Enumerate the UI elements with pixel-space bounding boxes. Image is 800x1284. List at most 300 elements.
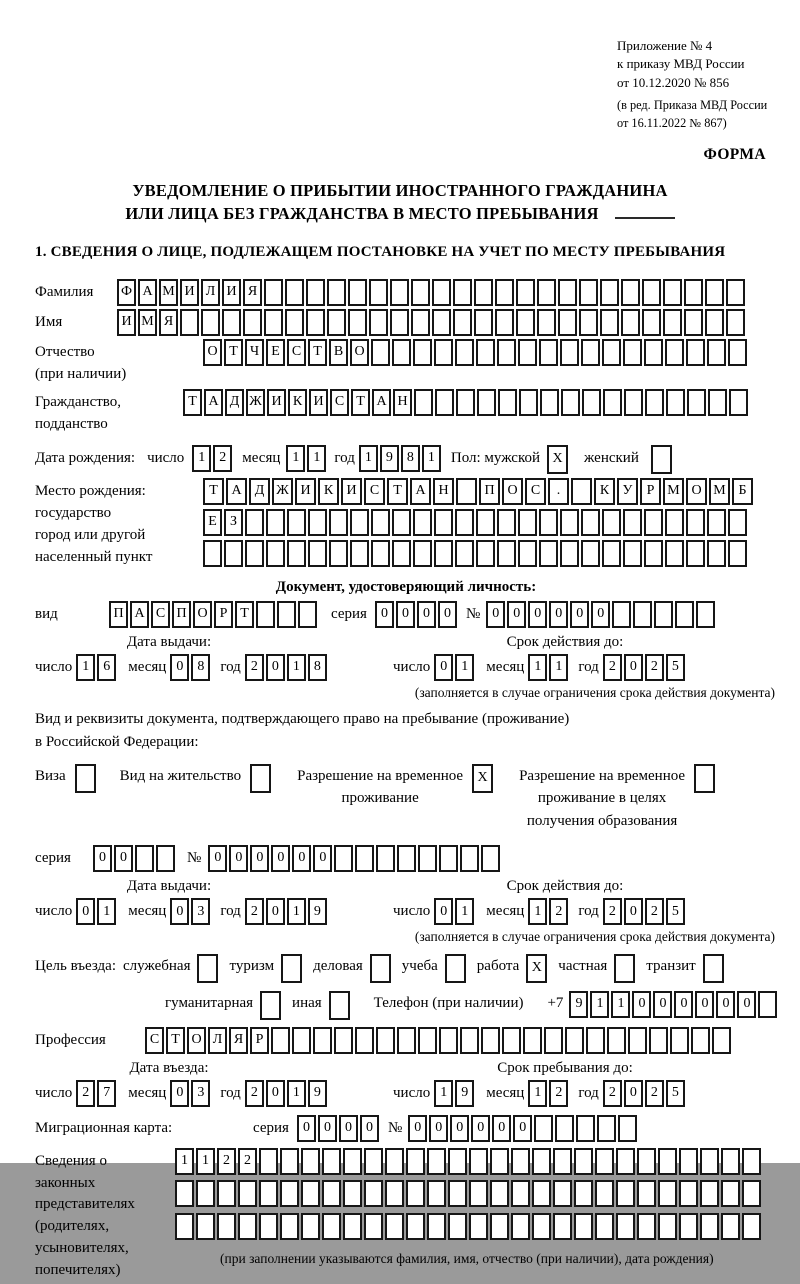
- birth-place-cell[interactable]: [434, 540, 453, 567]
- guardian-cell[interactable]: [637, 1148, 656, 1175]
- doc-kind-cell[interactable]: С: [151, 601, 170, 628]
- birth-place-cell[interactable]: [686, 540, 705, 567]
- surname-cell[interactable]: Ф: [117, 279, 136, 306]
- birth-month-cell[interactable]: 1: [286, 445, 305, 472]
- doc-number-cell[interactable]: [675, 601, 694, 628]
- birth-place-cell[interactable]: [371, 540, 390, 567]
- birth-place-cell[interactable]: М: [663, 478, 684, 505]
- given-name-cell[interactable]: [222, 309, 241, 336]
- birth-place-cell[interactable]: [266, 509, 285, 536]
- surname-cell[interactable]: [726, 279, 745, 306]
- guardian-cell[interactable]: [301, 1148, 320, 1175]
- stay-until-month-cell[interactable]: 2: [549, 1080, 568, 1107]
- guardian-cell[interactable]: [511, 1213, 530, 1240]
- doc-valid-year-cell[interactable]: 5: [666, 654, 685, 681]
- purpose-tourism-checkbox[interactable]: [281, 954, 302, 983]
- given-name-cell[interactable]: [537, 309, 556, 336]
- birth-place-cell[interactable]: П: [479, 478, 500, 505]
- guardian-cell[interactable]: [448, 1180, 467, 1207]
- doc-kind-cell[interactable]: [277, 601, 296, 628]
- profession-cell[interactable]: С: [145, 1027, 164, 1054]
- profession-cell[interactable]: Я: [229, 1027, 248, 1054]
- guardian-cell[interactable]: [700, 1180, 719, 1207]
- given-name-cell[interactable]: [327, 309, 346, 336]
- stay-issue-year-cell[interactable]: 9: [308, 898, 327, 925]
- citizenship-cell[interactable]: К: [288, 389, 307, 416]
- guardian-cell[interactable]: [490, 1180, 509, 1207]
- surname-cell[interactable]: [348, 279, 367, 306]
- citizenship-cell[interactable]: И: [267, 389, 286, 416]
- guardian-cell[interactable]: [427, 1180, 446, 1207]
- surname-cell[interactable]: [432, 279, 451, 306]
- guardian-cell[interactable]: [448, 1213, 467, 1240]
- stay-number-cell[interactable]: 0: [313, 845, 332, 872]
- doc-valid-year-cell[interactable]: 0: [624, 654, 643, 681]
- birth-place-cell[interactable]: [560, 509, 579, 536]
- purpose-official-checkbox[interactable]: [197, 954, 218, 983]
- birth-place-cell[interactable]: [245, 540, 264, 567]
- purpose-humanitarian-checkbox[interactable]: [260, 991, 281, 1020]
- migration-number-cell[interactable]: [618, 1115, 637, 1142]
- birth-place-cell[interactable]: [497, 509, 516, 536]
- surname-cell[interactable]: [411, 279, 430, 306]
- patronymic-cell[interactable]: Т: [224, 339, 243, 366]
- given-name-cell[interactable]: И: [117, 309, 136, 336]
- birth-place-cell[interactable]: [350, 540, 369, 567]
- guardian-cell[interactable]: [280, 1148, 299, 1175]
- guardian-cell[interactable]: [595, 1148, 614, 1175]
- stay-valid-year-cell[interactable]: 2: [645, 898, 664, 925]
- guardian-cell[interactable]: [385, 1213, 404, 1240]
- guardian-cell[interactable]: 2: [238, 1148, 257, 1175]
- entry-day-cell[interactable]: 2: [76, 1080, 95, 1107]
- birth-place-cell[interactable]: Ж: [272, 478, 293, 505]
- guardian-cell[interactable]: [427, 1148, 446, 1175]
- patronymic-cell[interactable]: О: [350, 339, 369, 366]
- guardian-cell[interactable]: [175, 1180, 194, 1207]
- guardian-cell[interactable]: [490, 1213, 509, 1240]
- patronymic-cell[interactable]: [413, 339, 432, 366]
- guardian-cell[interactable]: [343, 1180, 362, 1207]
- birth-day-cell[interactable]: 2: [213, 445, 232, 472]
- migration-number-cell[interactable]: [555, 1115, 574, 1142]
- given-name-cell[interactable]: [264, 309, 283, 336]
- entry-year-cell[interactable]: 2: [245, 1080, 264, 1107]
- doc-issue-year-cell[interactable]: 8: [308, 654, 327, 681]
- citizenship-cell[interactable]: Н: [393, 389, 412, 416]
- given-name-cell[interactable]: [600, 309, 619, 336]
- phone-digit-cell[interactable]: 0: [695, 991, 714, 1018]
- profession-cell[interactable]: [586, 1027, 605, 1054]
- doc-issue-day-cell[interactable]: 1: [76, 654, 95, 681]
- birth-year-cell[interactable]: 1: [359, 445, 378, 472]
- purpose-transit-checkbox[interactable]: [703, 954, 724, 983]
- given-name-cell[interactable]: Я: [159, 309, 178, 336]
- citizenship-cell[interactable]: [561, 389, 580, 416]
- male-checkbox[interactable]: X: [547, 445, 568, 474]
- stay-until-year-cell[interactable]: 0: [624, 1080, 643, 1107]
- migration-series-cell[interactable]: 0: [297, 1115, 316, 1142]
- given-name-cell[interactable]: [663, 309, 682, 336]
- profession-cell[interactable]: [271, 1027, 290, 1054]
- profession-cell[interactable]: [355, 1027, 374, 1054]
- guardian-cell[interactable]: [343, 1213, 362, 1240]
- doc-number-cell[interactable]: 0: [507, 601, 526, 628]
- profession-cell[interactable]: [523, 1027, 542, 1054]
- guardian-cell[interactable]: [259, 1148, 278, 1175]
- guardian-cell[interactable]: 1: [196, 1148, 215, 1175]
- guardian-cell[interactable]: [238, 1213, 257, 1240]
- birth-place-cell[interactable]: [665, 509, 684, 536]
- doc-valid-day-cell[interactable]: 0: [434, 654, 453, 681]
- citizenship-cell[interactable]: [645, 389, 664, 416]
- guardian-cell[interactable]: [406, 1180, 425, 1207]
- stay-until-year-cell[interactable]: 5: [666, 1080, 685, 1107]
- given-name-cell[interactable]: [705, 309, 724, 336]
- guardian-cell[interactable]: [553, 1148, 572, 1175]
- guardian-cell[interactable]: [238, 1180, 257, 1207]
- birth-place-cell[interactable]: [308, 509, 327, 536]
- birth-place-cell[interactable]: Т: [203, 478, 224, 505]
- phone-digit-cell[interactable]: 0: [716, 991, 735, 1018]
- profession-cell[interactable]: [565, 1027, 584, 1054]
- given-name-cell[interactable]: [411, 309, 430, 336]
- stay-issue-year-cell[interactable]: 2: [245, 898, 264, 925]
- surname-cell[interactable]: [558, 279, 577, 306]
- birth-place-cell[interactable]: [476, 540, 495, 567]
- surname-cell[interactable]: [390, 279, 409, 306]
- doc-kind-cell[interactable]: Р: [214, 601, 233, 628]
- profession-cell[interactable]: [649, 1027, 668, 1054]
- citizenship-cell[interactable]: [582, 389, 601, 416]
- migration-number-cell[interactable]: 0: [513, 1115, 532, 1142]
- citizenship-cell[interactable]: [603, 389, 622, 416]
- doc-number-cell[interactable]: [654, 601, 673, 628]
- given-name-cell[interactable]: [558, 309, 577, 336]
- surname-cell[interactable]: [369, 279, 388, 306]
- doc-valid-day-cell[interactable]: 1: [455, 654, 474, 681]
- profession-cell[interactable]: [397, 1027, 416, 1054]
- surname-cell[interactable]: А: [138, 279, 157, 306]
- guardian-cell[interactable]: [217, 1180, 236, 1207]
- surname-cell[interactable]: [621, 279, 640, 306]
- birth-place-cell[interactable]: [728, 540, 747, 567]
- citizenship-cell[interactable]: И: [309, 389, 328, 416]
- birth-place-cell[interactable]: [560, 540, 579, 567]
- citizenship-cell[interactable]: Т: [183, 389, 202, 416]
- birth-place-cell[interactable]: У: [617, 478, 638, 505]
- guardian-cell[interactable]: [658, 1213, 677, 1240]
- patronymic-cell[interactable]: [665, 339, 684, 366]
- given-name-cell[interactable]: [621, 309, 640, 336]
- guardian-cell[interactable]: [553, 1213, 572, 1240]
- patronymic-cell[interactable]: Ч: [245, 339, 264, 366]
- given-name-cell[interactable]: [390, 309, 409, 336]
- migration-number-cell[interactable]: 0: [429, 1115, 448, 1142]
- birth-place-cell[interactable]: [686, 509, 705, 536]
- stay-valid-day-cell[interactable]: 1: [455, 898, 474, 925]
- birth-year-cell[interactable]: 1: [422, 445, 441, 472]
- migration-series-cell[interactable]: 0: [318, 1115, 337, 1142]
- birth-place-cell[interactable]: [329, 509, 348, 536]
- given-name-cell[interactable]: [495, 309, 514, 336]
- surname-cell[interactable]: [684, 279, 703, 306]
- patronymic-cell[interactable]: [602, 339, 621, 366]
- guardian-cell[interactable]: [511, 1148, 530, 1175]
- guardian-cell[interactable]: [448, 1148, 467, 1175]
- citizenship-cell[interactable]: [477, 389, 496, 416]
- citizenship-cell[interactable]: [414, 389, 433, 416]
- purpose-study-checkbox[interactable]: [445, 954, 466, 983]
- guardian-cell[interactable]: [700, 1148, 719, 1175]
- birth-place-cell[interactable]: .: [548, 478, 569, 505]
- birth-place-cell[interactable]: [644, 509, 663, 536]
- surname-cell[interactable]: Я: [243, 279, 262, 306]
- phone-digit-cell[interactable]: 9: [569, 991, 588, 1018]
- guardian-cell[interactable]: 1: [175, 1148, 194, 1175]
- birth-place-cell[interactable]: К: [594, 478, 615, 505]
- given-name-cell[interactable]: [285, 309, 304, 336]
- purpose-business-checkbox[interactable]: [370, 954, 391, 983]
- guardian-cell[interactable]: [490, 1148, 509, 1175]
- birth-place-cell[interactable]: Д: [249, 478, 270, 505]
- surname-cell[interactable]: И: [180, 279, 199, 306]
- birth-place-cell[interactable]: [266, 540, 285, 567]
- birth-place-cell[interactable]: [413, 540, 432, 567]
- doc-number-cell[interactable]: [696, 601, 715, 628]
- birth-place-cell[interactable]: [665, 540, 684, 567]
- birth-place-cell[interactable]: [413, 509, 432, 536]
- stay-until-day-cell[interactable]: 9: [455, 1080, 474, 1107]
- patronymic-cell[interactable]: [371, 339, 390, 366]
- doc-issue-year-cell[interactable]: 2: [245, 654, 264, 681]
- surname-cell[interactable]: М: [159, 279, 178, 306]
- guardian-cell[interactable]: [322, 1213, 341, 1240]
- guardian-cell[interactable]: [469, 1213, 488, 1240]
- stay-number-cell[interactable]: 0: [250, 845, 269, 872]
- doc-valid-year-cell[interactable]: 2: [645, 654, 664, 681]
- birth-place-cell[interactable]: А: [410, 478, 431, 505]
- stay-until-year-cell[interactable]: 2: [645, 1080, 664, 1107]
- birth-day-cell[interactable]: 1: [192, 445, 211, 472]
- birth-place-cell[interactable]: [539, 540, 558, 567]
- patronymic-cell[interactable]: С: [287, 339, 306, 366]
- profession-cell[interactable]: Л: [208, 1027, 227, 1054]
- stay-valid-month-cell[interactable]: 2: [549, 898, 568, 925]
- guardian-cell[interactable]: [721, 1213, 740, 1240]
- birth-place-cell[interactable]: О: [686, 478, 707, 505]
- guardian-cell[interactable]: [259, 1213, 278, 1240]
- citizenship-cell[interactable]: Ж: [246, 389, 265, 416]
- birth-place-cell[interactable]: [434, 509, 453, 536]
- patronymic-cell[interactable]: [686, 339, 705, 366]
- phone-digit-cell[interactable]: 0: [653, 991, 672, 1018]
- visa-checkbox[interactable]: [75, 764, 96, 793]
- profession-cell[interactable]: [502, 1027, 521, 1054]
- doc-series-cell[interactable]: 0: [396, 601, 415, 628]
- profession-cell[interactable]: [334, 1027, 353, 1054]
- purpose-work-checkbox[interactable]: X: [526, 954, 547, 983]
- profession-cell[interactable]: [460, 1027, 479, 1054]
- guardian-cell[interactable]: [469, 1148, 488, 1175]
- profession-cell[interactable]: О: [187, 1027, 206, 1054]
- citizenship-cell[interactable]: [519, 389, 538, 416]
- profession-cell[interactable]: [607, 1027, 626, 1054]
- doc-kind-cell[interactable]: П: [109, 601, 128, 628]
- surname-cell[interactable]: [264, 279, 283, 306]
- guardian-cell[interactable]: [406, 1213, 425, 1240]
- guardian-cell[interactable]: [511, 1180, 530, 1207]
- patronymic-cell[interactable]: [392, 339, 411, 366]
- citizenship-cell[interactable]: А: [204, 389, 223, 416]
- doc-issue-month-cell[interactable]: 0: [170, 654, 189, 681]
- citizenship-cell[interactable]: Д: [225, 389, 244, 416]
- birth-year-cell[interactable]: 8: [401, 445, 420, 472]
- guardian-cell[interactable]: [532, 1148, 551, 1175]
- doc-valid-year-cell[interactable]: 2: [603, 654, 622, 681]
- citizenship-cell[interactable]: [456, 389, 475, 416]
- citizenship-cell[interactable]: [666, 389, 685, 416]
- surname-cell[interactable]: [537, 279, 556, 306]
- patronymic-cell[interactable]: Е: [266, 339, 285, 366]
- birth-place-cell[interactable]: [571, 478, 592, 505]
- birth-place-cell[interactable]: [602, 509, 621, 536]
- guardian-cell[interactable]: [217, 1213, 236, 1240]
- birth-place-cell[interactable]: А: [226, 478, 247, 505]
- patronymic-cell[interactable]: [560, 339, 579, 366]
- guardian-cell[interactable]: [616, 1148, 635, 1175]
- birth-place-cell[interactable]: [350, 509, 369, 536]
- stay-number-cell[interactable]: 0: [271, 845, 290, 872]
- entry-day-cell[interactable]: 7: [97, 1080, 116, 1107]
- given-name-cell[interactable]: [201, 309, 220, 336]
- guardian-cell[interactable]: [280, 1213, 299, 1240]
- guardian-cell[interactable]: [742, 1213, 761, 1240]
- birth-place-cell[interactable]: Р: [640, 478, 661, 505]
- migration-number-cell[interactable]: 0: [492, 1115, 511, 1142]
- profession-cell[interactable]: [418, 1027, 437, 1054]
- entry-year-cell[interactable]: 1: [287, 1080, 306, 1107]
- birth-place-cell[interactable]: [728, 509, 747, 536]
- birth-place-cell[interactable]: [392, 509, 411, 536]
- patronymic-cell[interactable]: [497, 339, 516, 366]
- stay-valid-year-cell[interactable]: 5: [666, 898, 685, 925]
- stay-until-day-cell[interactable]: 1: [434, 1080, 453, 1107]
- birth-place-cell[interactable]: [581, 540, 600, 567]
- birth-place-cell[interactable]: И: [295, 478, 316, 505]
- patronymic-cell[interactable]: О: [203, 339, 222, 366]
- birth-place-cell[interactable]: [476, 509, 495, 536]
- given-name-cell[interactable]: [726, 309, 745, 336]
- stay-number-cell[interactable]: 0: [292, 845, 311, 872]
- birth-place-cell[interactable]: [329, 540, 348, 567]
- doc-series-cell[interactable]: 0: [438, 601, 457, 628]
- stay-series-cell[interactable]: 0: [114, 845, 133, 872]
- guardian-cell[interactable]: [553, 1180, 572, 1207]
- patronymic-cell[interactable]: [539, 339, 558, 366]
- surname-cell[interactable]: [306, 279, 325, 306]
- patronymic-cell[interactable]: [707, 339, 726, 366]
- profession-cell[interactable]: [544, 1027, 563, 1054]
- profession-cell[interactable]: [376, 1027, 395, 1054]
- surname-cell[interactable]: [453, 279, 472, 306]
- profession-cell[interactable]: [712, 1027, 731, 1054]
- surname-cell[interactable]: [327, 279, 346, 306]
- given-name-cell[interactable]: [684, 309, 703, 336]
- stay-issue-day-cell[interactable]: 1: [97, 898, 116, 925]
- guardian-cell[interactable]: [574, 1148, 593, 1175]
- doc-issue-year-cell[interactable]: 1: [287, 654, 306, 681]
- stay-until-year-cell[interactable]: 2: [603, 1080, 622, 1107]
- birth-place-cell[interactable]: Е: [203, 509, 222, 536]
- doc-number-cell[interactable]: 0: [591, 601, 610, 628]
- stay-number-cell[interactable]: [355, 845, 374, 872]
- patronymic-cell[interactable]: [728, 339, 747, 366]
- citizenship-cell[interactable]: С: [330, 389, 349, 416]
- citizenship-cell[interactable]: [729, 389, 748, 416]
- surname-cell[interactable]: [474, 279, 493, 306]
- guardian-cell[interactable]: [364, 1180, 383, 1207]
- given-name-cell[interactable]: [579, 309, 598, 336]
- surname-cell[interactable]: И: [222, 279, 241, 306]
- migration-number-cell[interactable]: [576, 1115, 595, 1142]
- guardian-cell[interactable]: [679, 1213, 698, 1240]
- doc-issue-year-cell[interactable]: 0: [266, 654, 285, 681]
- surname-cell[interactable]: [705, 279, 724, 306]
- phone-digit-cell[interactable]: 0: [674, 991, 693, 1018]
- guardian-cell[interactable]: [301, 1180, 320, 1207]
- doc-number-cell[interactable]: 0: [486, 601, 505, 628]
- given-name-cell[interactable]: [348, 309, 367, 336]
- birth-year-cell[interactable]: 9: [380, 445, 399, 472]
- guardian-cell[interactable]: [532, 1180, 551, 1207]
- doc-issue-month-cell[interactable]: 8: [191, 654, 210, 681]
- birth-place-cell[interactable]: Т: [387, 478, 408, 505]
- guardian-cell[interactable]: [532, 1213, 551, 1240]
- guardian-cell[interactable]: [616, 1213, 635, 1240]
- migration-number-cell[interactable]: 0: [471, 1115, 490, 1142]
- migration-series-cell[interactable]: 0: [360, 1115, 379, 1142]
- patronymic-cell[interactable]: [581, 339, 600, 366]
- given-name-cell[interactable]: [432, 309, 451, 336]
- given-name-cell[interactable]: [243, 309, 262, 336]
- patronymic-cell[interactable]: [644, 339, 663, 366]
- guardian-cell[interactable]: [700, 1213, 719, 1240]
- phone-digit-cell[interactable]: 0: [632, 991, 651, 1018]
- doc-number-cell[interactable]: [612, 601, 631, 628]
- stay-number-cell[interactable]: 0: [229, 845, 248, 872]
- birth-place-cell[interactable]: И: [341, 478, 362, 505]
- surname-cell[interactable]: [600, 279, 619, 306]
- citizenship-cell[interactable]: [435, 389, 454, 416]
- surname-cell[interactable]: [495, 279, 514, 306]
- residence-permit-checkbox[interactable]: [250, 764, 271, 793]
- birth-place-cell[interactable]: [224, 540, 243, 567]
- guardian-cell[interactable]: [469, 1180, 488, 1207]
- birth-place-cell[interactable]: [455, 540, 474, 567]
- citizenship-cell[interactable]: [708, 389, 727, 416]
- surname-cell[interactable]: [663, 279, 682, 306]
- female-checkbox[interactable]: [651, 445, 672, 474]
- given-name-cell[interactable]: [453, 309, 472, 336]
- guardian-cell[interactable]: [637, 1180, 656, 1207]
- doc-valid-month-cell[interactable]: 1: [549, 654, 568, 681]
- birth-place-cell[interactable]: [371, 509, 390, 536]
- birth-place-cell[interactable]: [623, 509, 642, 536]
- guardian-cell[interactable]: [364, 1148, 383, 1175]
- birth-place-cell[interactable]: [245, 509, 264, 536]
- guardian-cell[interactable]: [385, 1180, 404, 1207]
